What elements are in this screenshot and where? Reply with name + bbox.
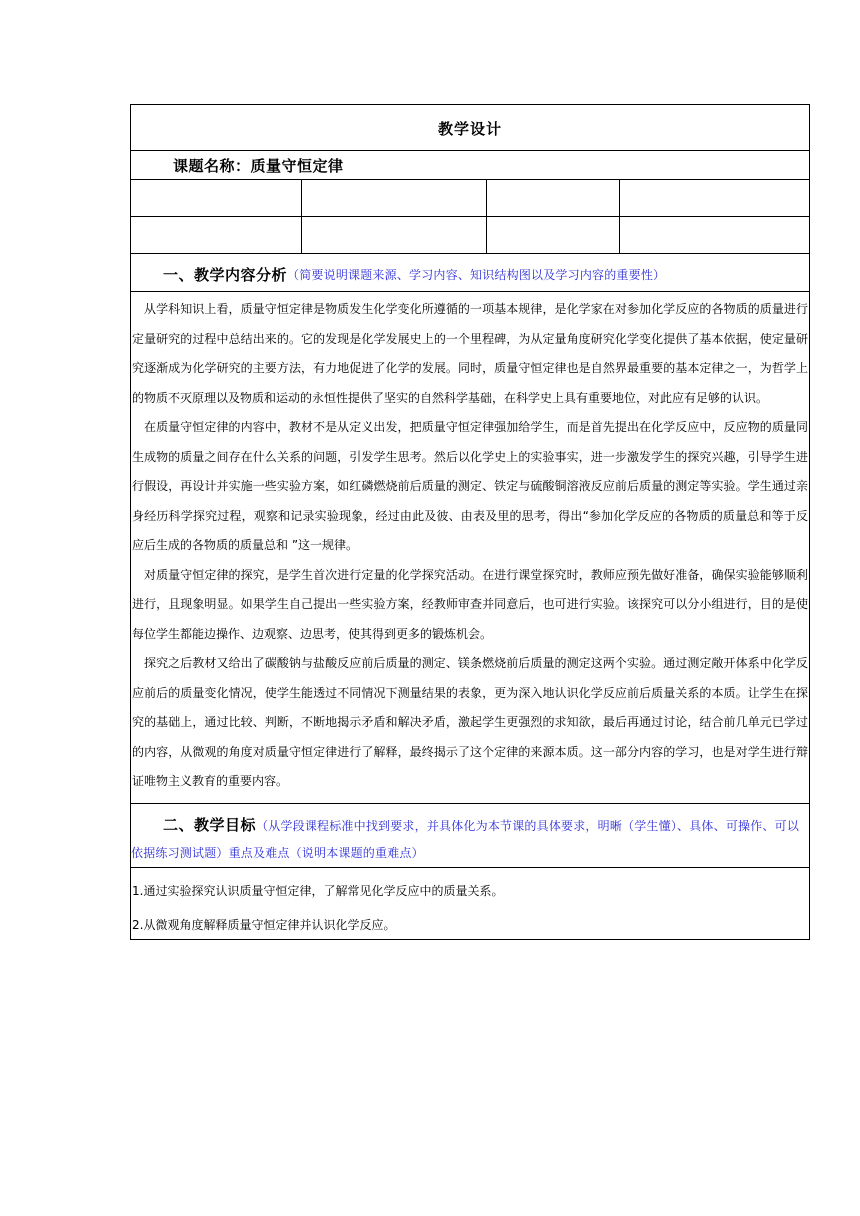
paragraph: 在质量守恒定律的内容中，教材不是从定义出发，把质量守恒定律强加给学生，而是首先提出在化学反应中，反应物的质量同生成物的质量之间存在什么关系的问题，引发学生思考。然后以化学史上的实验事实，进一步激发学生的探究兴趣，引导学生进行假设，再设计并实施一些实验方案，如红磷燃烧前后质量的测定、铁定与硫酸铜溶液反应前后质量的测定等实验。学生通过亲身经历科学探究过程，观察和记录实验现象，经过由此及彼、由表及里的思考，得出“参加化学反应的各物质的质量总和等于反应后生成的各物质的质量总和 ”这一规律。	[132, 420, 808, 552]
info-cell	[301, 217, 486, 253]
goal-item: 1.通过实验探究认识质量守恒定律，了解常见化学反应中的质量关系。	[132, 883, 504, 898]
paragraph: 探究之后教材又给出了碳酸钠与盐酸反应前后质量的测定、镁条燃烧前后质量的测定这两个实验。通过测定敞开体系中化学反应前后的质量变化情况，使学生能透过不同情况下测量结果的表象，更为深入地认识化学反应前后质量关系的本质。让学生在探究的基础上，通过比较、判断，不断地揭示矛盾和解决矛盾，激起学生更强烈的求知欲，最后再通过讨论，结合前几单元已学过的内容，从微观的角度对质量守恒定律进行了解释，最终揭示了这个定律的来源本质。这一部分内容的学习，也是对学生进行辩证唯物主义教育的重要内容。	[132, 656, 808, 788]
teaching-goals-body	[131, 867, 809, 939]
section-teaching-goals-heading	[131, 803, 809, 867]
paragraph: 从学科知识上看，质量守恒定律是物质发生化学变化所遵循的一项基本规律，是化学家在对参加化学反应的各物质的质量进行定量研究的过程中总结出来的。它的发现是化学发展史上的一个里程碑，为从定量角度研究化学变化提供了基本依据，使定量研究逐渐成为化学研究的主要方法，有力地促进了化学的发展。同时，质量守恒定律也是自然界最重要的基本定律之一，为哲学上的物质不灭原理以及物质和运动的永恒性提供了坚实的自然科学基础，在科学史上具有重要地位，对此应有足够的认识。	[132, 302, 808, 405]
info-cell	[131, 180, 301, 216]
info-cell	[131, 217, 301, 253]
document-title: 教学设计	[437, 120, 502, 138]
section-content-analysis-heading	[131, 253, 809, 291]
section-heading: 一、教学内容分析	[163, 266, 288, 284]
section-heading: 二、教学目标	[163, 815, 257, 834]
info-cell	[486, 180, 619, 216]
topic-row	[131, 150, 809, 179]
section-hint: （从学段课程标准中找到要求，并具体化为本节课的具体要求，明晰（学生懂）、具体、可操作、可以依据练习测试题）重点及难点（说明本课题的重难点）	[131, 818, 800, 860]
info-grid-row-2	[131, 216, 809, 253]
info-cell	[486, 217, 619, 253]
info-cell	[301, 180, 486, 216]
topic-label: 课题名称：	[173, 156, 251, 175]
topic-name: 质量守恒定律	[250, 156, 344, 175]
goal-item: 2.从微观角度解释质量守恒定律并认识化学反应。	[132, 917, 396, 932]
lesson-plan-table	[130, 104, 810, 940]
info-grid-row-1	[131, 179, 809, 216]
content-analysis-body	[131, 291, 809, 803]
section-hint: （简要说明课题来源、学习内容、知识结构图以及学习内容的重要性）	[287, 268, 666, 282]
paragraph: 对质量守恒定律的探究，是学生首次进行定量的化学探究活动。在进行课堂探究时，教师应预先做好准备，确保实验能够顺利进行，且现象明显。如果学生自己提出一些实验方案，经教师审查并同意后，也可进行实验。该探究可以分小组进行，目的是使每位学生都能边操作、边观察、边思考，使其得到更多的锻炼机会。	[132, 567, 808, 641]
info-cell	[619, 217, 809, 253]
info-cell	[619, 180, 809, 216]
